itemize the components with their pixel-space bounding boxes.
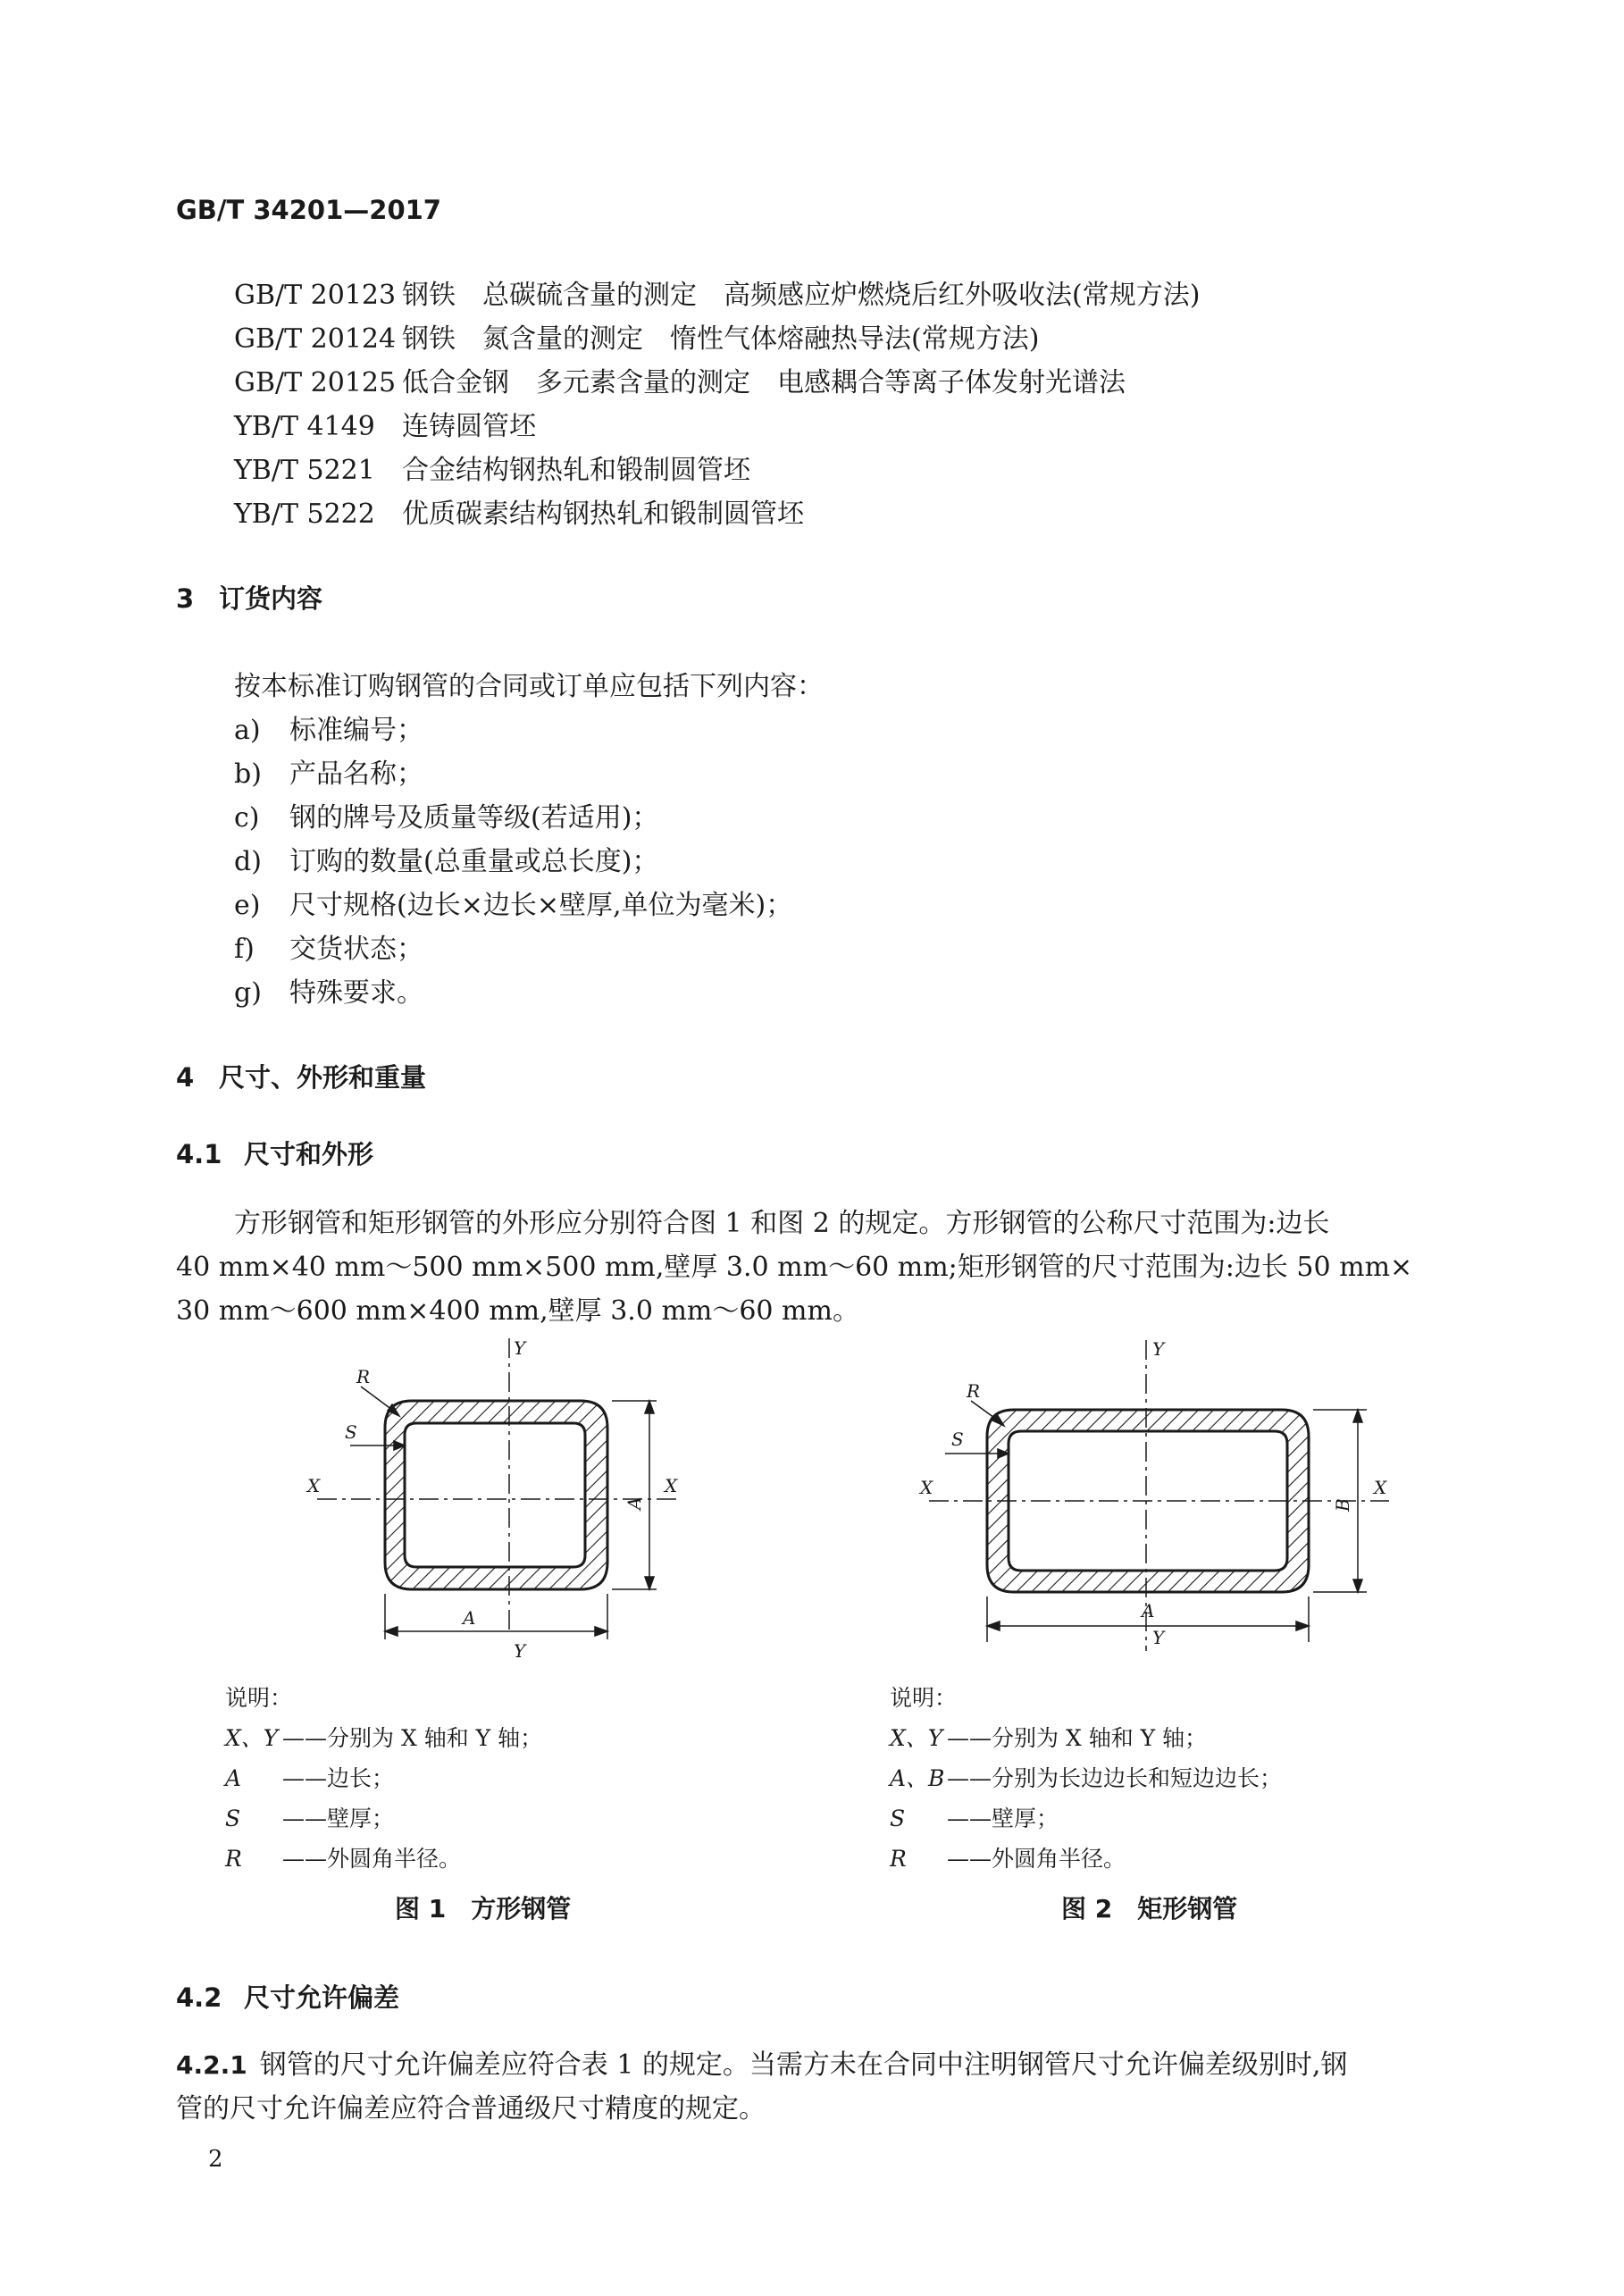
reference-title: 低合金钢 多元素含量的测定 电感耦合等离子体发射光谱法 — [402, 367, 1126, 398]
clause-number: 4.2.1 — [176, 2050, 247, 2080]
legend-text: ——外圆角半径。 — [947, 1846, 1126, 1872]
section-3-heading — [176, 579, 322, 616]
item-label: a) — [234, 715, 261, 746]
section-4-1-heading — [176, 1135, 373, 1171]
legend-text: ——分别为 X 轴和 Y 轴； — [282, 1725, 543, 1751]
item-text: 订购的数量(总重量或总长度)； — [289, 846, 659, 877]
legend-text: ——壁厚； — [282, 1806, 395, 1831]
short-side-label: B — [1332, 1498, 1353, 1512]
section-number: 4.1 — [176, 1139, 222, 1169]
x-axis-label-right: X — [1374, 1477, 1387, 1498]
legend-text: ——外圆角半径。 — [282, 1846, 462, 1872]
legend-item — [890, 1758, 1282, 1798]
legend-symbol: X、Y — [225, 1725, 279, 1751]
x-axis-label-left: X — [307, 1475, 321, 1496]
legend-text: ——分别为 X 轴和 Y 轴； — [947, 1725, 1208, 1751]
long-side-label: A — [1142, 1600, 1155, 1621]
reference-title: 连铸圆管坯 — [402, 411, 536, 442]
figure-1-caption: 图 1 方形钢管 — [395, 1894, 572, 1923]
radius-label: R — [356, 1366, 371, 1387]
paragraph-line: 方形钢管和矩形钢管的外形应分别符合图 1 和图 2 的规定。方形钢管的公称尺寸范围为:边长 — [234, 1208, 1330, 1239]
list-item — [234, 839, 658, 878]
page-number: 2 — [208, 2146, 223, 2173]
x-axis-label-right: X — [665, 1475, 678, 1496]
legend-item — [890, 1839, 1282, 1879]
legend-text: ——分别为长边边长和短边边长； — [947, 1765, 1283, 1791]
legend-symbol: R — [890, 1846, 907, 1872]
legend-title: 说明： — [890, 1685, 958, 1711]
legend-title: 说明： — [225, 1685, 293, 1711]
legend-symbol: S — [225, 1806, 241, 1831]
item-label: g) — [234, 977, 262, 1009]
item-text: 产品名称； — [289, 758, 423, 790]
legend-symbol: S — [890, 1806, 906, 1831]
item-text: 特殊要求。 — [289, 977, 423, 1009]
side-length-label-vertical: A — [624, 1496, 645, 1510]
legend-symbol: X、Y — [890, 1725, 943, 1751]
figure-2-drawing — [911, 1331, 1411, 1671]
section-title: 尺寸、外形和重量 — [219, 1062, 427, 1093]
section-number: 4 — [176, 1062, 195, 1093]
item-label: d) — [234, 846, 262, 877]
reference-code: YB/T 5222 — [234, 499, 375, 530]
reference-item — [234, 360, 1126, 399]
list-item — [234, 926, 423, 966]
legend-item — [225, 1758, 542, 1798]
y-axis-label-top: Y — [514, 1337, 526, 1359]
square-tube-section — [385, 1401, 607, 1589]
reference-code: GB/T 20125 — [234, 367, 397, 398]
radius-label: R — [967, 1380, 981, 1402]
list-item — [234, 751, 423, 791]
section-title: 尺寸和外形 — [244, 1139, 374, 1169]
paragraph-line: 40 mm×40 mm～500 mm×500 mm,壁厚 3.0 mm～60 mm;矩形钢管的尺寸范围为:边长 50 mm× — [176, 1252, 1413, 1283]
item-label: f) — [234, 934, 255, 965]
section-number: 3 — [176, 583, 195, 614]
clause-4-2-1-line — [176, 2042, 1347, 2082]
section-title: 尺寸允许偏差 — [244, 1982, 400, 2013]
reference-code: GB/T 20124 — [234, 323, 397, 355]
legend-item — [225, 1718, 542, 1758]
standard-id: GB/T 34201—2017 — [176, 195, 441, 225]
clause-4-2-1-line: 管的尺寸允许偏差应符合普通级尺寸精度的规定。 — [176, 2093, 766, 2124]
reference-code: GB/T 20123 — [234, 280, 397, 311]
x-axis-label-left: X — [920, 1477, 933, 1498]
y-axis-label-top: Y — [1152, 1338, 1165, 1360]
y-axis-label-bottom: Y — [1152, 1627, 1165, 1648]
item-label: c) — [234, 802, 260, 834]
reference-item — [234, 448, 750, 487]
legend-item — [890, 1798, 1282, 1839]
figure-1-drawing — [295, 1327, 706, 1666]
list-item — [234, 708, 423, 747]
reference-title: 合金结构钢热轧和锻制圆管坯 — [402, 455, 750, 486]
item-text: 尺寸规格(边长×边长×壁厚,单位为毫米)； — [289, 890, 793, 921]
reference-item — [234, 272, 1200, 312]
figure-2-caption: 图 2 矩形钢管 — [1061, 1894, 1238, 1923]
legend-item — [225, 1798, 542, 1839]
legend-text: ——边长； — [282, 1765, 395, 1791]
reference-item — [234, 404, 536, 443]
reference-title: 钢铁 氮含量的测定 惰性气体熔融热导法(常规方法) — [402, 323, 1040, 355]
section-number: 4.2 — [176, 1982, 222, 2013]
reference-code: YB/T 5221 — [234, 455, 375, 486]
wall-thickness-label: S — [951, 1429, 964, 1450]
legend-symbol: A — [225, 1765, 242, 1791]
reference-title: 优质碳素结构钢热轧和锻制圆管坯 — [402, 499, 804, 530]
reference-item — [234, 316, 1039, 356]
legend-symbol: R — [225, 1846, 242, 1872]
item-text: 标准编号； — [289, 715, 423, 746]
list-item — [234, 883, 792, 922]
wall-thickness-label: S — [345, 1421, 357, 1443]
item-label: e) — [234, 890, 261, 921]
section-title: 订货内容 — [219, 583, 323, 614]
item-text: 交货状态； — [289, 934, 423, 965]
list-item — [234, 970, 423, 1010]
section-3-intro: 按本标准订购钢管的合同或订单应包括下列内容： — [234, 671, 824, 702]
item-text: 钢的牌号及质量等级(若适用)； — [289, 802, 659, 834]
reference-title: 钢铁 总碳硫含量的测定 高频感应炉燃烧后红外吸收法(常规方法) — [402, 280, 1201, 311]
side-length-label-horizontal: A — [463, 1607, 476, 1629]
y-axis-label-bottom: Y — [514, 1640, 526, 1662]
legend-symbol: A、B — [890, 1765, 945, 1791]
reference-code: YB/T 4149 — [234, 411, 375, 442]
legend-item — [890, 1718, 1282, 1758]
legend-item — [225, 1839, 542, 1879]
item-label: b) — [234, 758, 262, 790]
reference-item — [234, 491, 804, 531]
section-4-2-heading — [176, 1978, 399, 2015]
figure-2-legend — [890, 1678, 1282, 1879]
clause-text: 钢管的尺寸允许偏差应符合表 1 的规定。当需方未在合同中注明钢管尺寸允许偏差级别时,钢 — [259, 2049, 1348, 2081]
section-4-heading — [176, 1058, 426, 1094]
paragraph-line: 30 mm～600 mm×400 mm,壁厚 3.0 mm～60 mm。 — [176, 1295, 859, 1327]
list-item — [234, 795, 658, 834]
figure-1-legend — [225, 1678, 542, 1879]
legend-text: ——壁厚； — [947, 1806, 1059, 1831]
